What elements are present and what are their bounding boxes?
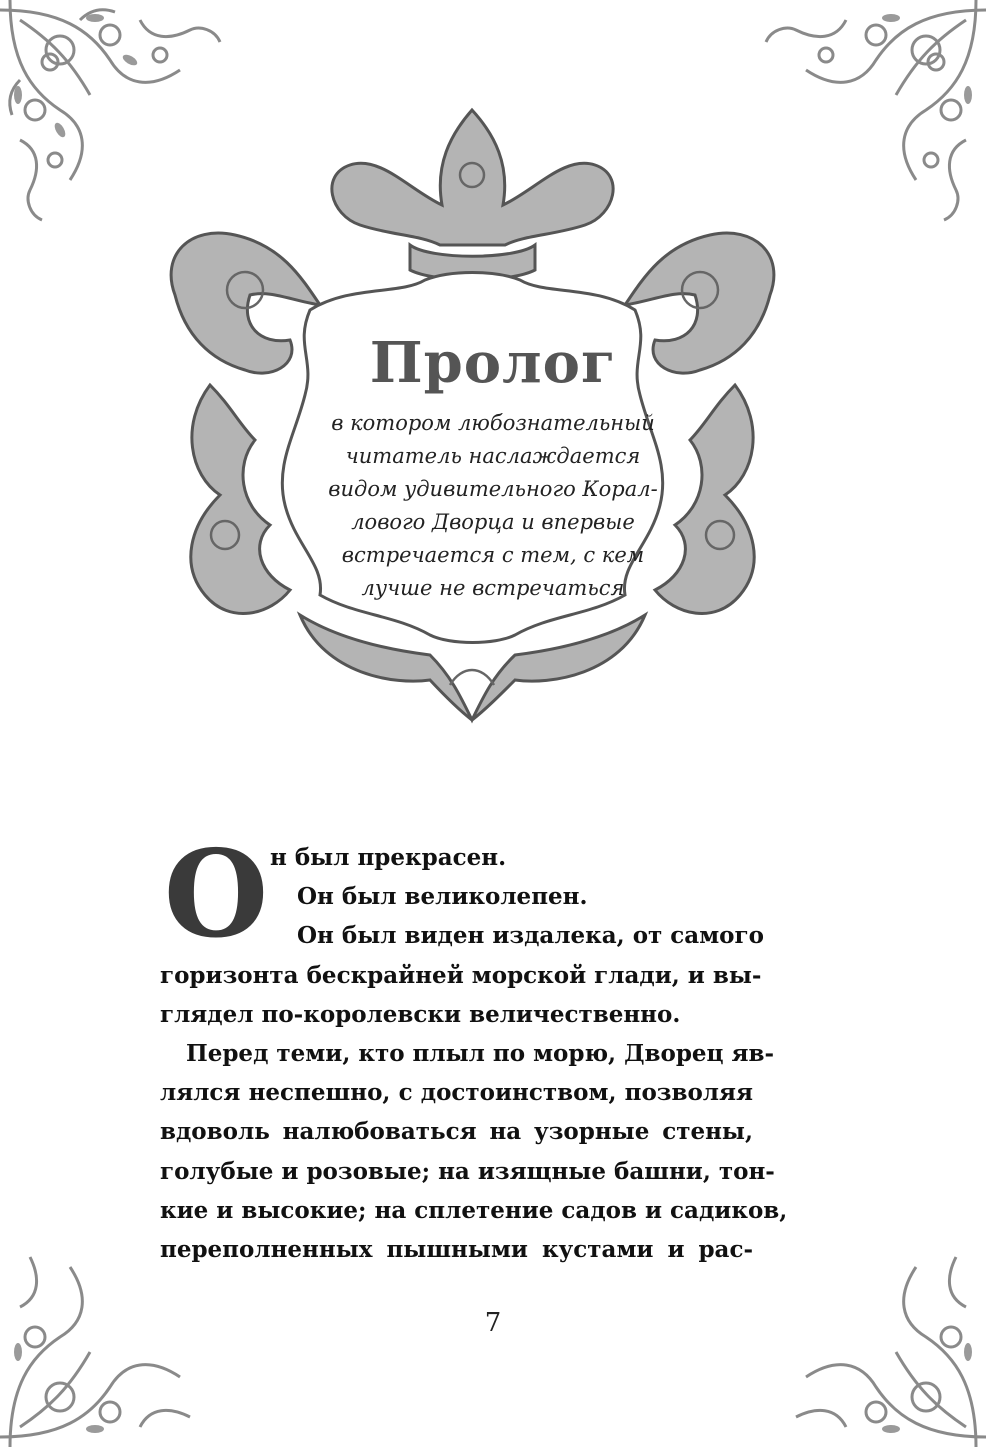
text-line: Он был виден издалека, от самого — [297, 922, 764, 950]
body-text — [160, 824, 788, 1269]
page-number: 7 — [484, 1308, 502, 1338]
subtitle-line: лучше не встречаться — [361, 576, 625, 600]
text-line: кие и высокие; на сплетение садов и садиков, — [160, 1196, 788, 1224]
chapter-subtitle — [318, 407, 668, 605]
text-line: Перед теми, кто плыл по морю, Дворец яв- — [186, 1039, 775, 1067]
subtitle-line: встречается с тем, с кем — [341, 543, 645, 567]
chapter-title: Пролог — [369, 330, 617, 396]
text-line: н был прекрасен. — [270, 844, 507, 871]
subtitle-line: читатель наслаждается — [345, 444, 641, 468]
text-line: Он был великолепен. — [297, 883, 588, 911]
text-line: голубые и розовые; на изящные башни, тон- — [160, 1157, 775, 1185]
text-line: переполненных пышными кустами и рас- — [160, 1235, 753, 1263]
text-line: вдоволь налюбоваться на узорные стены, — [160, 1118, 753, 1146]
subtitle-line: видом удивительного Корал- — [328, 477, 658, 501]
subtitle-line: в котором любознательный — [331, 411, 655, 435]
text-line: глядел по-королевски величественно. — [160, 1000, 681, 1028]
text-line: горизонта бескрайней морской глади, и вы- — [160, 961, 762, 989]
drop-cap: О — [163, 824, 269, 965]
text-line: лялся неспешно, с достоинством, позволяя — [160, 1079, 753, 1107]
subtitle-line: лового Дворца и впервые — [351, 510, 635, 534]
